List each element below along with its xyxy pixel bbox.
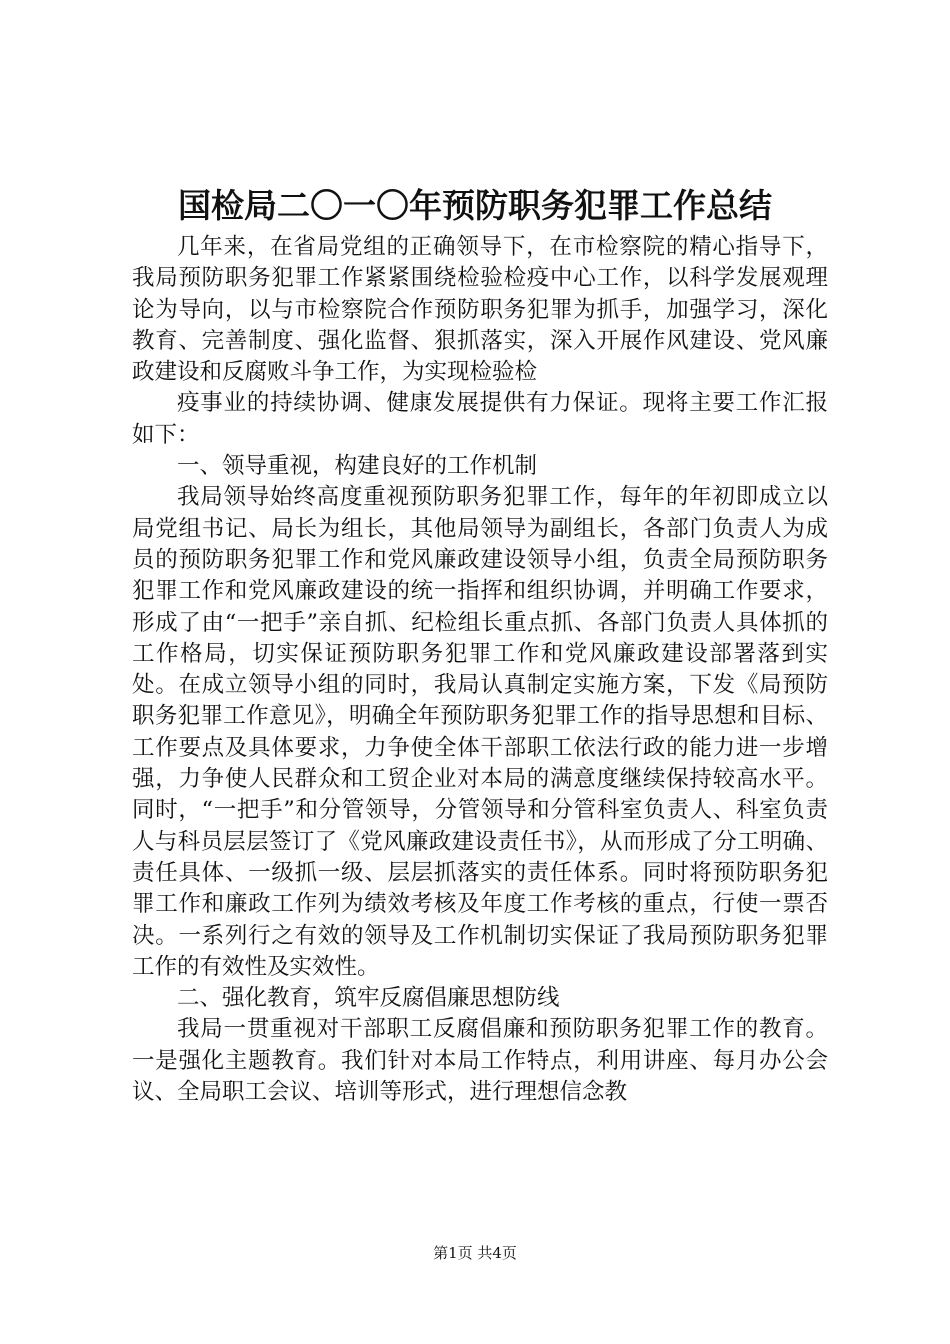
paragraph-section-2: 我局一贯重视对干部职工反腐倡廉和预防职务犯罪工作的教育。一是强化主题教育。我们针对本局工作特点，利用讲座、每月办公会议、全局职工会议、培训等形式，进行理想信念教 — [132, 1016, 828, 1106]
section-heading-1: 一、领导重视，构建良好的工作机制 — [177, 453, 538, 480]
paragraph-intro: 几年来，在省局党组的正确领导下，在市检察院的精心指导下，我局预防职务犯罪工作紧紧围绕检验检疫中心工作，以科学发展观理论为导向，以与市检察院合作预防职务犯罪为抓手，加强学习，深化教育、完善制度、强化监督、狠抓落实，深入开展作风建设、党风廉政建设和反腐败斗争工作，为实现检验检 — [132, 234, 828, 386]
document-title: 国检局二〇一〇年预防职务犯罪工作总结 — [178, 186, 772, 225]
paragraph-intro-continued: 疫事业的持续协调、健康发展提供有力保证。现将主要工作汇报如下： — [132, 390, 828, 448]
document-body — [132, 232, 828, 1108]
section-heading-2: 二、强化教育，筑牢反腐倡廉思想防线 — [177, 985, 560, 1012]
page-footer: 第1页 共4页 — [433, 1244, 517, 1262]
paragraph-section-1: 我局领导始终高度重视预防职务犯罪工作，每年的年初即成立以局党组书记、局长为组长，其他局领导为副组长，各部门负责人为成员的预防职务犯罪工作和党风廉政建设领导小组，负责全局预防职务犯罪工作和党风廉政建设的统一指挥和组织协调，并明确工作要求，形成了由“一把手”亲自抓、纪检组长重点抓、各部门负责人具体抓的工作格局，切实保证预防职务犯罪工作和党风廉政建设部署落到实处。在成立领导小组的同时，我局认真制定实施方案，下发《局预防职务犯罪工作意见》，明确全年预防职务犯罪工作的指导思想和目标、工作要点及具体要求，力争使全体干部职工依法行政的能力进一步增强，力争使人民群众和工贸企业对本局的满意度继续保持较高水平。同时，“一把手”和分管领导，分管领导和分管科室负责人、科室负责人与科员层层签订了《党风廉政建设责任书》，从而形成了分工明确、责任具体、一级抓一级、层层抓落实的责任体系。同时将预防职务犯罪工作和廉政工作列为绩效考核及年度工作考核的重点，行使一票否决。一系列行之有效的领导及工作机制切实保证了我局预防职务犯罪工作的有效性及实效性。 — [132, 484, 828, 980]
